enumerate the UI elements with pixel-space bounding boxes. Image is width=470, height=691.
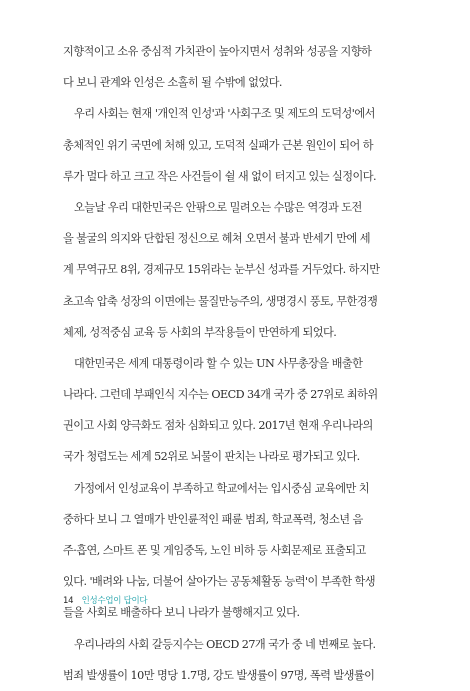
text-line: 지향적이고 소유 중심적 가치관이 높아지면서 성취와 성공을 지향하 [63, 45, 372, 58]
text-line: 을 불굴의 의지와 단합된 정신으로 헤쳐 오면서 불과 반세기 만에 세 [63, 232, 371, 246]
page-number: 14 [63, 596, 74, 606]
text-line: 체제, 성적중심 교육 등 사회의 부작용들이 만연하게 되었다. [63, 325, 337, 339]
text-line: 루가 멀다 하고 크고 작은 사건들이 쉴 새 없이 터지고 있는 실정이다. [63, 169, 377, 183]
page-footer [63, 594, 147, 606]
text-line: 우리나라의 사회 갈등지수는 OECD 27개 국가 중 네 번째로 높다. [74, 637, 376, 651]
text-line: 대한민국은 세계 대통령이라 할 수 있는 UN 사무총장을 배출한 [74, 356, 363, 370]
body-text [63, 36, 408, 691]
text-line: 있다. '배려와 나눔, 더불어 살아가는 공동체활동 능력'이 부족한 학생 [63, 575, 376, 589]
text-line: 주·흡연, 스마트 폰 및 게임중독, 노인 비하 등 사회문제로 표출되고 [63, 544, 366, 557]
text-line: 권이고 사회 양극화도 점차 심화되고 있다. 2017년 현재 우리나라의 [63, 419, 373, 433]
text-line: 우리 사회는 현재 '개인적 인성'과 '사회구조 및 제도의 도덕성'에서 [74, 107, 375, 121]
text-line: 오늘날 우리 대한민국은 안팎으로 밀려오는 수많은 역경과 도전 [74, 200, 362, 214]
text-line: 국가 청렴도는 세계 52위로 뇌물이 판치는 나라로 평가되고 있다. [63, 450, 360, 464]
text-line: 다 보니 관계와 인성은 소홀히 될 수밖에 없었다. [63, 76, 282, 90]
text-line: 초고속 압축 성장의 이면에는 물질만능주의, 생명경시 풍토, 무한경쟁 [63, 294, 378, 308]
text-line: 중하다 보니 그 열매가 반인륜적인 패륜 범죄, 학교폭력, 청소년 음 [63, 512, 363, 526]
text-line: 가정에서 인성교육이 부족하고 학교에서는 입시중심 교육에만 치 [74, 481, 369, 495]
running-title: 인성수업이 답이다 [81, 596, 148, 606]
text-line: 계 무역규모 8위, 경제규모 15위라는 눈부신 성과를 거두었다. 하지만 [63, 263, 380, 277]
text-line: 총체적인 위기 국면에 처해 있고, 도덕적 실패가 근본 원인이 되어 하 [63, 138, 374, 152]
text-line: 범죄 발생률이 10만 명당 1.7명, 강도 발생률이 97명, 폭력 발생률이 [63, 668, 375, 682]
text-line: 나라다. 그런데 부패인식 지수는 OECD 34개 국가 중 27위로 최하위 [63, 388, 378, 402]
text-line: 들을 사회로 배출하다 보니 나라가 불행해지고 있다. [63, 606, 300, 620]
